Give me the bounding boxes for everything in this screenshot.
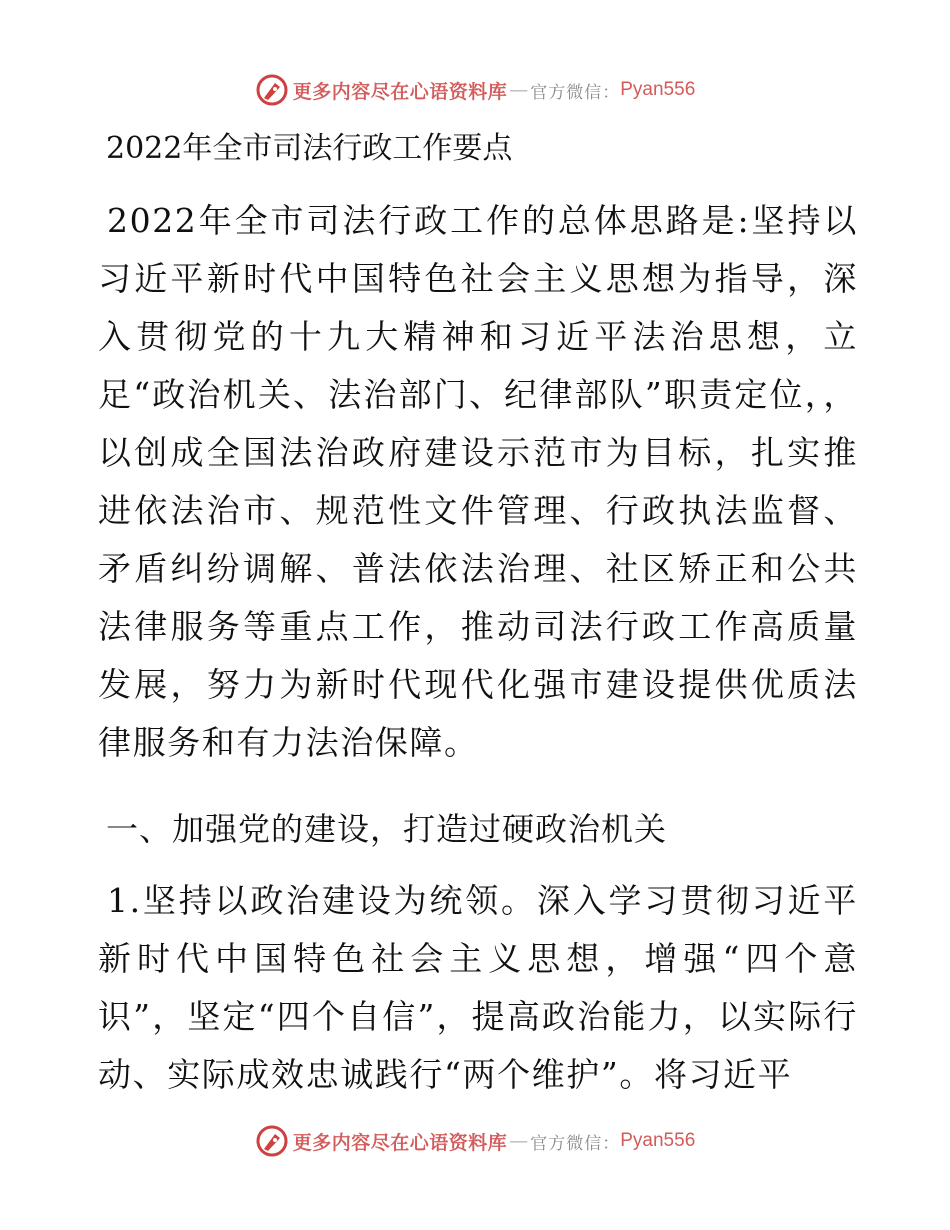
document-title: 2022年全市司法行政工作要点	[106, 131, 513, 166]
watermark-text: 更多内容尽在心语资料库	[292, 1131, 508, 1154]
document-body	[98, 123, 858, 1104]
watermark-wechat-id: Pyan556	[620, 79, 696, 100]
watermark-wechat-label: 官方微信：	[530, 82, 621, 103]
watermark-wechat-label: 官方微信：	[530, 1133, 621, 1154]
intro-paragraph: 2022年全市司法行政工作的总体思路是:坚持以习近平新时代中国特色社会主义思想为指导，深入贯彻党的十九大精神和习近平法治思想，立足“政治机关、法治部门、纪律部队”职责定位，，以创成全国法治政府建设示范市为目标，扎实推进依法治市、规范性文件管理、行政执法监督、矛盾纠纷调解、普法依法治理、社区矫正和公共法律服务等重点工作，推动司法行政工作高质量发展，努力为新时代现代化强市建设提供优质法律服务和有力法治保障。	[98, 201, 858, 762]
watermark-dash: —	[509, 1130, 529, 1152]
watermark-wechat-id: Pyan556	[620, 1130, 696, 1151]
footer-watermark-banner	[0, 1121, 950, 1161]
watermark-text: 更多内容尽在心语资料库	[292, 80, 508, 103]
pen-nib-logo-icon	[255, 73, 289, 107]
pen-nib-logo-icon	[255, 1124, 289, 1158]
watermark-dash: —	[509, 79, 529, 101]
header-watermark-banner	[0, 70, 950, 110]
item-paragraph-1: 1.坚持以政治建设为统领。深入学习贯彻习近平新时代中国特色社会主义思想，增强“四个意识”，坚定“四个自信”，提高政治能力，以实际行动、实际成效忠诚践行“两个维护”。将习近平	[98, 881, 858, 1094]
section-heading-1: 一、加强党的建设，打造过硬政治机关	[106, 810, 668, 848]
